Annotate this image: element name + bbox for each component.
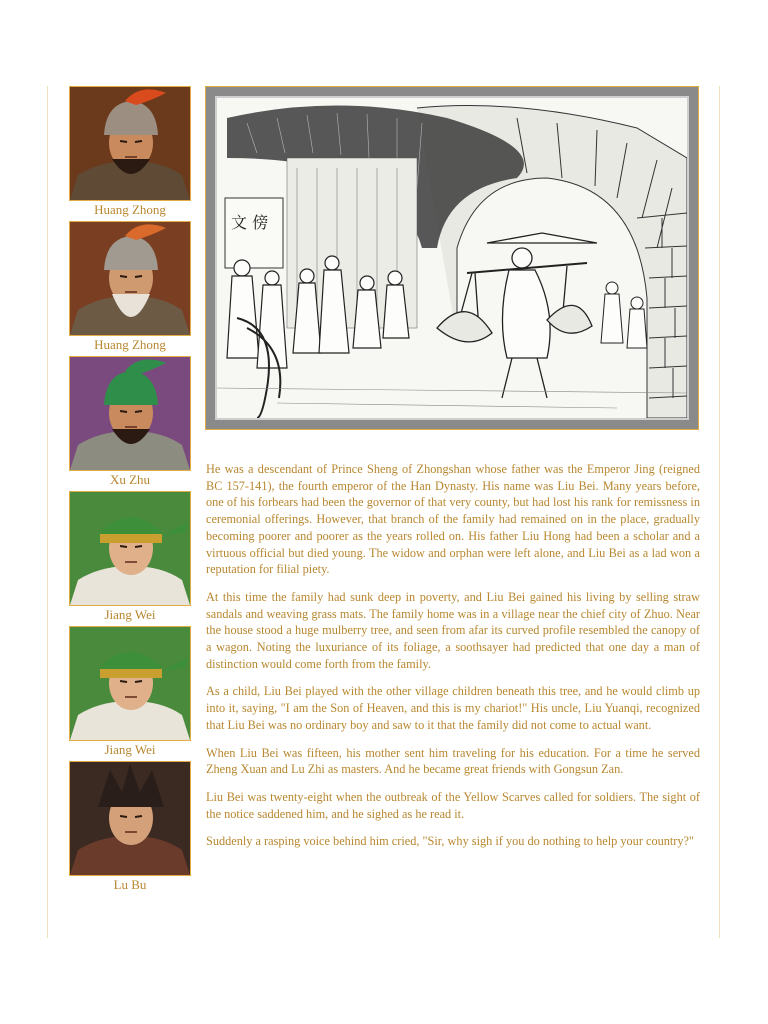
portrait-card (69, 86, 191, 221)
portrait-caption: Jiang Wei (104, 742, 156, 757)
portrait-caption: Huang Zhong (94, 202, 166, 217)
portrait-card (69, 761, 191, 896)
portrait-sidebar (69, 86, 191, 896)
illustration-mat (215, 96, 689, 420)
portrait-art (70, 357, 190, 470)
portrait-caption: Lu Bu (113, 877, 147, 892)
right-rule (719, 86, 720, 938)
portrait-caption: Jiang Wei (104, 607, 156, 622)
portrait-caption: Xu Zhu (109, 472, 151, 487)
portrait-caption: Huang Zhong (94, 337, 166, 352)
story-paragraph: At this time the family had sunk deep in poverty, and Liu Bei gained his living by selling straw sandals and weaving grass mats. The family home was in a village near the chief city of Zhuo. Near the house stood a huge mulberry tree, and seen from afar its curved profile resembled the canopy of a wagon. Noting the luxuriance of its foliage, a soothsayer had predicted that one day a man of distinction would come forth from the family. (206, 589, 700, 671)
jiang-wei-portrait-icon (69, 491, 191, 606)
city-gate-illustration-icon (217, 98, 687, 418)
portrait-card (69, 626, 191, 761)
portrait-art (70, 762, 190, 875)
portrait-art (70, 492, 190, 605)
story-paragraph: Suddenly a rasping voice behind him cried, "Sir, why sigh if you do nothing to help your country?" (206, 834, 695, 849)
huang-zhong-elder-portrait-icon (69, 221, 191, 336)
lu-bu-portrait-icon (69, 761, 191, 876)
story-paragraph: As a child, Liu Bei played with the other village children beneath this tree, and he would climb up into it, saying, "I am the Son of Heaven, and this is my chariot!" His uncle, Liu Yuanqi, recognized that Liu Bei was no ordinary boy and saw to it that the family did not come to actual want. (206, 684, 700, 732)
portrait-art (70, 222, 190, 335)
jiang-wei-portrait-icon (69, 626, 191, 741)
huang-zhong-portrait-icon (69, 86, 191, 201)
xu-zhu-portrait-icon (69, 356, 191, 471)
svg-text:文 傍: 文 傍 (231, 213, 269, 232)
left-rule (47, 86, 48, 938)
portrait-art (70, 627, 190, 740)
story-text (206, 461, 700, 861)
portrait-card (69, 221, 191, 356)
story-paragraph: Liu Bei was twenty-eight when the outbreak of the Yellow Scarves called for soldiers. The sight of the notice saddened him, and he sighed as he read it. (206, 789, 700, 821)
portrait-card (69, 491, 191, 626)
story-paragraph: He was a descendant of Prince Sheng of Zhongshan whose father was the Emperor Jing (reigned BC 157-141), the fourth emperor of the Han Dynasty. His name was Liu Bei. Many years before, one of his forbears had been the governor of that very county, but had lost his rank for remissness in ceremonial offerings. However, that branch of the family had remained on in the place, gradually becoming poorer and poorer as the years rolled on. His father Liu Hong had been a scholar and a virtuous official but died young. The widow and orphan were left alone, and Liu Bei as a lad won a reputation for filial piety. (206, 462, 700, 577)
portrait-card (69, 356, 191, 491)
portrait-art (70, 87, 190, 200)
illustration-frame (205, 86, 699, 430)
story-paragraph: When Liu Bei was fifteen, his mother sent him traveling for his education. For a time he served Zheng Xuan and Lu Zhi as masters. And he became great friends with Gongsun Zan. (206, 745, 700, 777)
